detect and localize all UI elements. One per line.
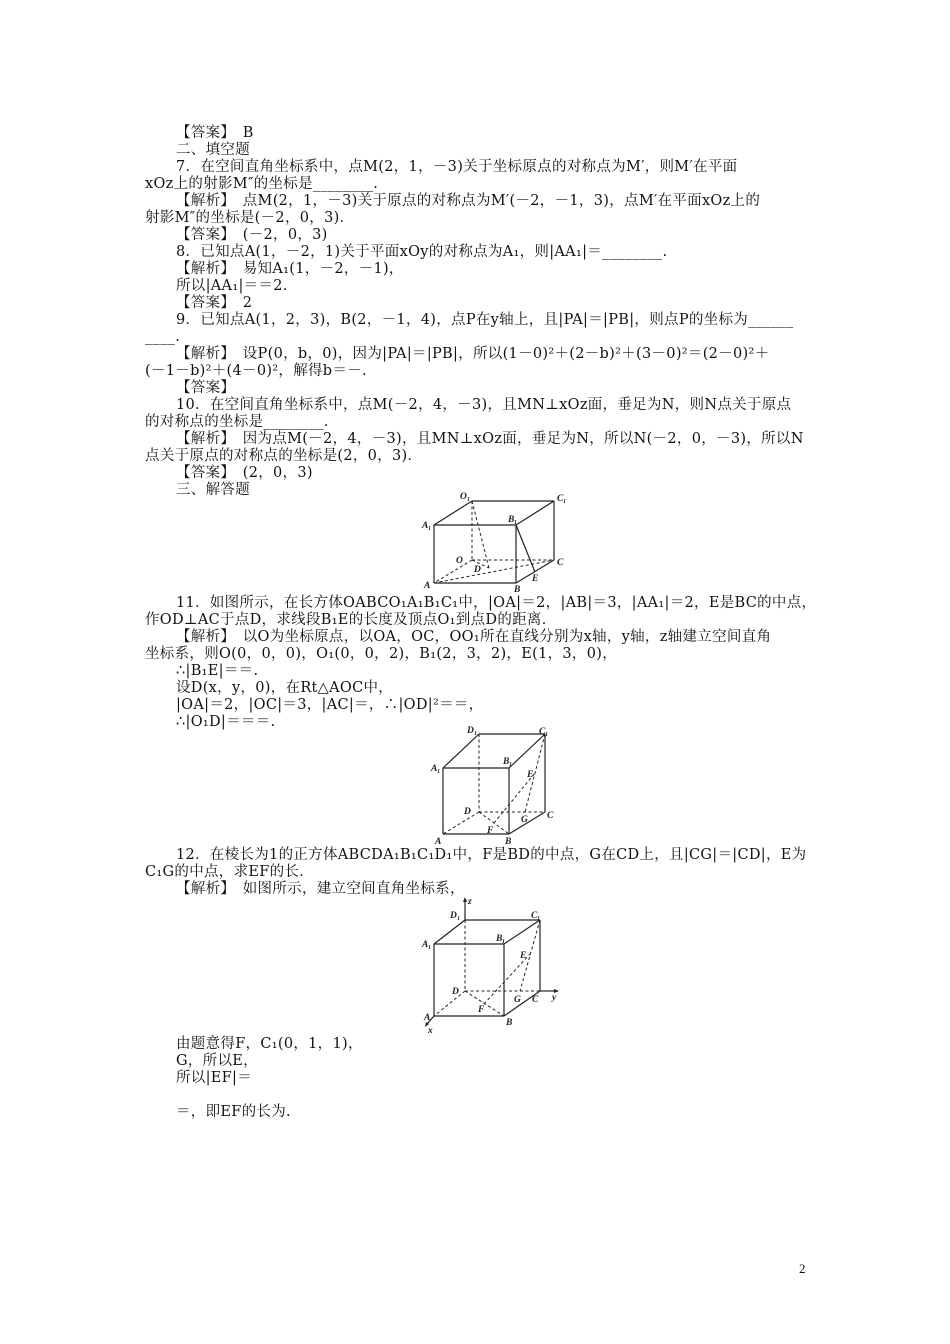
q10-answer: 【答案】 (2，0，3) — [176, 465, 313, 481]
label-A: A — [424, 1013, 431, 1023]
q7-answer: 【答案】 (－2，0，3) — [176, 227, 328, 243]
label-C1: C — [531, 911, 538, 921]
label-G: G — [514, 995, 521, 1005]
label-A1: A — [431, 764, 438, 774]
q11-line2: 作OD⊥AC于点D，求线段B₁E的长度及顶点O₁到点D的距离． — [145, 612, 557, 628]
label-D: D — [464, 807, 471, 817]
label-C: C — [557, 558, 564, 568]
label-C1: C — [539, 727, 546, 737]
q9-line1: 9．已知点A(1，2，3)，B(2，－1，4)，点P在y轴上，且|PA|＝|PB|，则点P的坐标为______ — [176, 312, 794, 328]
label-B: B — [506, 1018, 513, 1028]
q12-analysis-line1: 【解析】 如图所示，建立空间直角坐标系， — [176, 881, 465, 897]
q12-line1: 12．在棱长为1的正方体ABCDA₁B₁C₁D₁中，F是BD的中点，G在CD上，且|CG|＝|CD|，E为 — [176, 847, 807, 863]
label-B1-sub: 1 — [502, 939, 505, 945]
label-C1-sub: 1 — [563, 499, 566, 505]
label-F: F — [487, 826, 494, 836]
q7-line1: 7．在空间直角坐标系中，点M(2，1，－3)关于坐标原点的对称点为M′，则M′在平面 — [176, 159, 738, 175]
q11-analysis-line1: 【解析】 以O为坐标原点，以OA，OC，OO₁所在直线分别为x轴，y轴，z轴建立空间直角 — [176, 629, 772, 645]
figure-cube-axes-q12 — [420, 896, 570, 1034]
q7-analysis-line2: 射影M″的坐标是(－2，0，3)． — [145, 210, 355, 226]
label-z: z — [468, 897, 472, 907]
q7-line2: xOz上的射影M″的坐标是________. — [145, 176, 379, 192]
q8-line1: 8．已知点A(1，－2，1)关于平面xOy的对称点为A₁，则|AA₁|＝________. — [176, 244, 668, 260]
q10-line2: 的对称点的坐标是________. — [145, 414, 329, 430]
q9-line2: ____. — [145, 329, 181, 345]
q9-answer: 【答案】 — [176, 380, 236, 396]
label-C1-sub: 1 — [537, 916, 540, 922]
label-B1-sub: 1 — [509, 762, 512, 768]
label-D: D — [474, 565, 481, 575]
q8-analysis-result: 所以|AA₁|＝＝2. — [176, 278, 288, 294]
label-A1-sub: 1 — [428, 945, 431, 951]
q11-analysis-line3: ∴|B₁E|＝＝. — [176, 663, 259, 679]
q11-analysis-line6: ∴|O₁D|＝＝＝. — [176, 714, 276, 730]
label-D1-sub: 1 — [457, 916, 460, 922]
q12-analysis-line4: 所以|EF|＝ — [176, 1070, 253, 1086]
label-O1: O — [460, 492, 467, 502]
label-B1: B — [508, 515, 515, 525]
page-number: 2 — [799, 1261, 806, 1276]
label-F: F — [478, 1005, 485, 1015]
label-B1-sub: 1 — [514, 520, 517, 526]
label-D: D — [452, 987, 459, 997]
label-A: A — [424, 581, 431, 591]
q11-analysis-line5: |OA|＝2，|OC|＝3，|AC|＝，∴|OD|²＝＝， — [176, 697, 484, 713]
label-C1: C — [557, 494, 564, 504]
label-x: x — [428, 1026, 433, 1034]
label-A1-sub: 1 — [437, 769, 440, 775]
q10-analysis-line1: 【解析】 因为点M(－2，4，－3)，且MN⊥xOz面，垂足为N，所以N(－2，0，－3)，所以N — [176, 431, 804, 447]
q8-answer: 【答案】 2 — [176, 295, 253, 311]
label-O: O — [456, 556, 463, 566]
label-E: E — [532, 574, 539, 584]
label-A1-sub: 1 — [428, 526, 431, 532]
q12-analysis-line2: 由题意得F，C₁(0，1，1)， — [176, 1036, 363, 1052]
label-O1-sub: 1 — [467, 497, 470, 503]
q12-analysis-line3: G，所以E， — [176, 1053, 258, 1069]
q11-line1: 11．如图所示，在长方体OABCO₁A₁B₁C₁中，|OA|＝2，|AB|＝3，|AA₁|＝2，E是BC的中点， — [176, 595, 817, 611]
q10-analysis-line2: 点关于原点的对称点的坐标是(2，0，3)． — [145, 448, 423, 464]
label-C: C — [532, 995, 539, 1005]
label-E: E — [520, 951, 527, 961]
label-D1-sub: 1 — [474, 731, 477, 737]
label-C1-sub: 1 — [545, 732, 548, 738]
q9-analysis-line1: 【解析】 设P(0，b，0)，因为|PA|＝|PB|，所以(1－0)²＋(2－b)²＋(3－0)²＝(2－0)²＋ — [176, 346, 770, 362]
label-B1: B — [496, 934, 503, 944]
q9-analysis-line2: (－1－b)²＋(4－0)²，解得b＝－. — [145, 363, 367, 379]
label-B: B — [514, 585, 521, 592]
label-D1: D — [450, 911, 457, 921]
q10-line1: 10．在空间直角坐标系中，点M(－2，4，－3)，且MN⊥xOz面，垂足为N，则N点关于原点 — [176, 397, 792, 413]
q11-analysis-line4: 设D(x，y，0)，在Rt△AOC中， — [176, 680, 394, 696]
label-B: B — [505, 837, 512, 846]
q12-line2: C₁G的中点，求EF的长． — [145, 864, 315, 880]
label-B1: B — [503, 757, 510, 767]
answer-6: 【答案】 B — [176, 125, 254, 141]
label-y: y — [552, 993, 557, 1003]
label-A1: A — [422, 940, 429, 950]
label-A1: A — [422, 521, 429, 531]
figure-cuboid-q11 — [420, 488, 570, 592]
label-G: G — [521, 815, 528, 825]
section-solve: 三、解答题 — [176, 482, 250, 498]
q12-analysis-line5: ＝，即EF的长为. — [176, 1104, 291, 1120]
figure-cube-q12 — [425, 724, 560, 846]
q7-analysis-line1: 【解析】 点M(2，1，－3)关于原点的对称点为M′(－2，－1，3)，点M′在平面xOz上的 — [176, 193, 761, 209]
label-E: E — [527, 770, 534, 780]
section-fill-blank: 二、填空题 — [176, 142, 250, 158]
q11-analysis-line2: 坐标系，则O(0，0，0)，O₁(0，0，2)，B₁(2，3，2)，E(1，3，0)， — [145, 646, 617, 662]
label-C: C — [547, 811, 554, 821]
q8-analysis: 【解析】 易知A₁(1，－2，－1)， — [176, 261, 404, 277]
label-D1: D — [467, 726, 474, 736]
label-A: A — [435, 837, 442, 846]
